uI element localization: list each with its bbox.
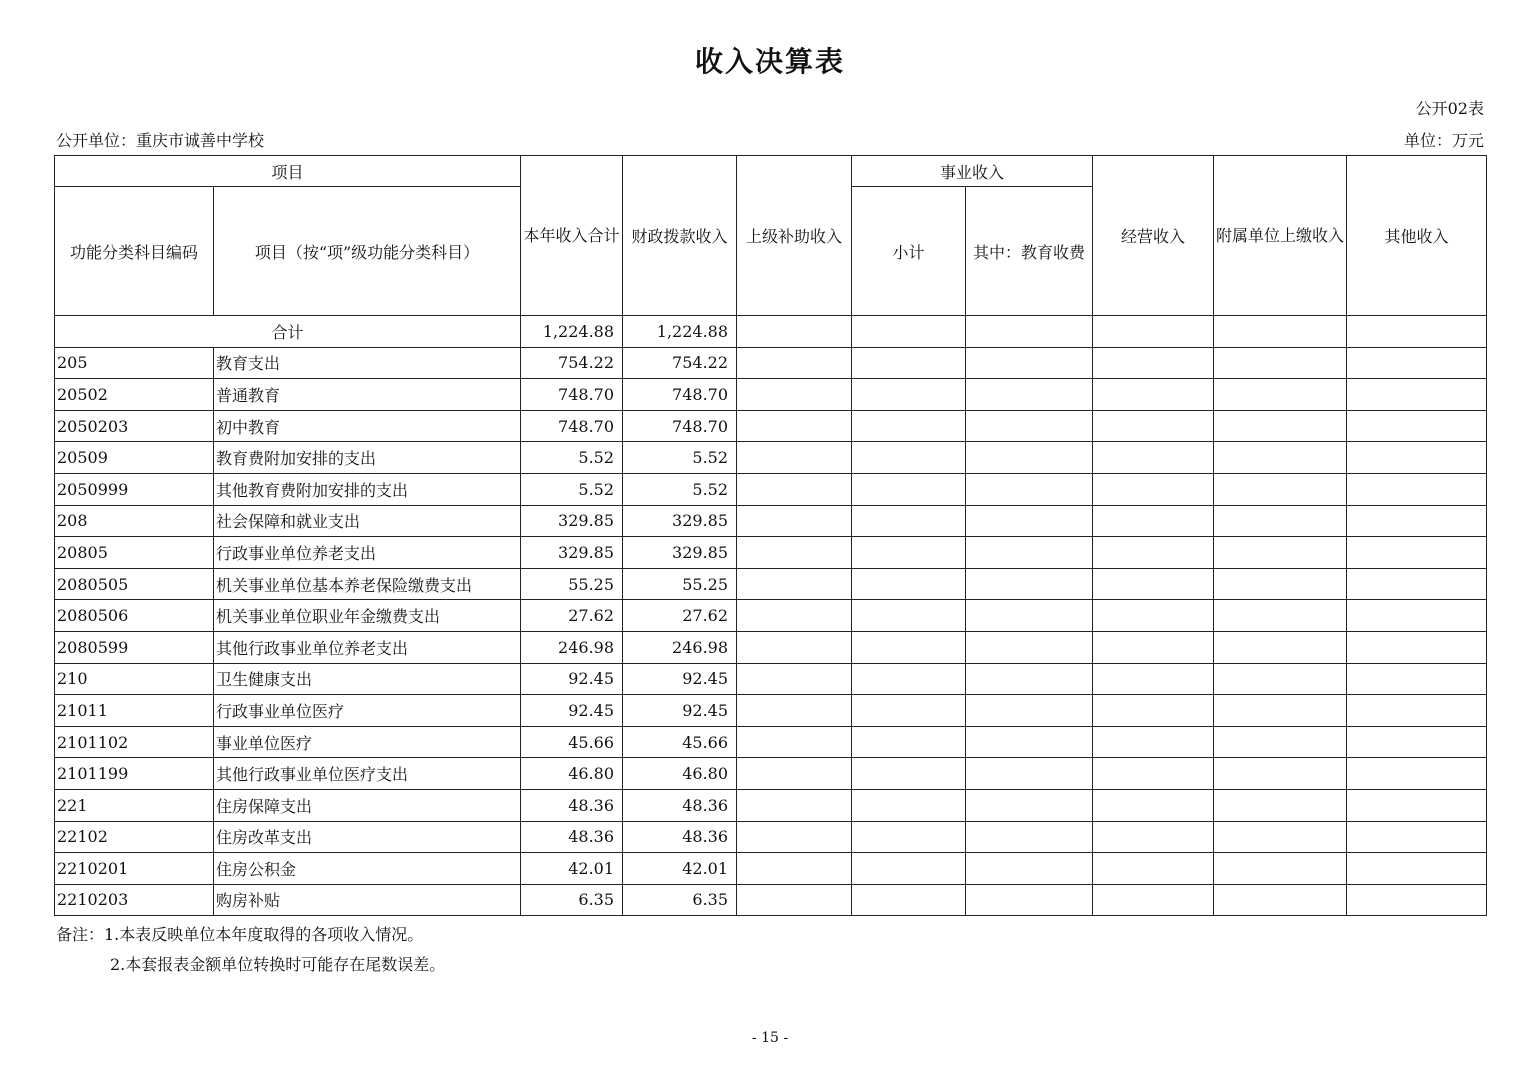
empty-cell — [1347, 537, 1487, 569]
table-row — [55, 537, 1487, 569]
table-row — [55, 663, 1487, 695]
empty-cell — [852, 821, 966, 853]
row-code: 205 — [55, 347, 214, 379]
empty-cell — [852, 473, 966, 505]
row-fiscal: 329.85 — [623, 537, 737, 569]
empty-cell — [852, 695, 966, 727]
row-name: 教育支出 — [214, 347, 521, 379]
header-edu-fee: 其中：教育收费 — [966, 187, 1093, 316]
empty-cell — [966, 347, 1093, 379]
empty-cell — [1347, 379, 1487, 411]
empty-cell — [1093, 853, 1214, 885]
organization-label: 公开单位：重庆市诚善中学校 — [56, 131, 265, 150]
row-total: 5.52 — [521, 473, 623, 505]
row-fiscal: 45.66 — [623, 726, 737, 758]
empty-cell — [966, 758, 1093, 790]
table-row — [55, 884, 1487, 916]
table-row — [55, 789, 1487, 821]
empty-cell — [1347, 568, 1487, 600]
row-total: 6.35 — [521, 884, 623, 916]
empty-cell — [737, 379, 852, 411]
empty-cell — [1347, 473, 1487, 505]
empty-cell — [1093, 884, 1214, 916]
table-row — [55, 505, 1487, 537]
empty-cell — [966, 663, 1093, 695]
empty-cell — [1214, 442, 1347, 474]
row-total: 92.45 — [521, 663, 623, 695]
empty-cell — [852, 726, 966, 758]
empty-cell — [966, 600, 1093, 632]
total-row — [55, 316, 1487, 348]
empty-cell — [1347, 505, 1487, 537]
empty-cell — [1347, 726, 1487, 758]
total-amount: 1,224.88 — [521, 316, 623, 348]
row-total: 55.25 — [521, 568, 623, 600]
table-row — [55, 600, 1487, 632]
note-2: 2.本套报表金额单位转换时可能存在尾数误差。 — [110, 955, 446, 974]
total-fiscal: 1,224.88 — [623, 316, 737, 348]
row-total: 329.85 — [521, 537, 623, 569]
row-name: 行政事业单位养老支出 — [214, 537, 521, 569]
table-row — [55, 758, 1487, 790]
row-fiscal: 748.70 — [623, 379, 737, 411]
empty-cell — [1093, 726, 1214, 758]
empty-cell — [852, 347, 966, 379]
empty-cell — [1214, 631, 1347, 663]
empty-cell — [852, 410, 966, 442]
empty-cell — [737, 821, 852, 853]
empty-cell — [1214, 473, 1347, 505]
row-total: 754.22 — [521, 347, 623, 379]
page-title: 收入决算表 — [694, 45, 845, 78]
empty-cell — [1347, 821, 1487, 853]
empty-cell — [852, 631, 966, 663]
empty-cell — [737, 316, 852, 348]
empty-cell — [737, 347, 852, 379]
row-fiscal: 754.22 — [623, 347, 737, 379]
row-name: 住房改革支出 — [214, 821, 521, 853]
row-code: 221 — [55, 789, 214, 821]
header-fiscal: 财政拨款收入 — [623, 156, 737, 316]
row-code: 2080599 — [55, 631, 214, 663]
empty-cell — [852, 884, 966, 916]
empty-cell — [1214, 726, 1347, 758]
empty-cell — [1093, 568, 1214, 600]
row-code: 2210201 — [55, 853, 214, 885]
row-fiscal: 92.45 — [623, 695, 737, 727]
empty-cell — [966, 316, 1093, 348]
row-fiscal: 6.35 — [623, 884, 737, 916]
row-name: 其他行政事业单位养老支出 — [214, 631, 521, 663]
empty-cell — [1347, 410, 1487, 442]
empty-cell — [966, 631, 1093, 663]
row-name: 行政事业单位医疗 — [214, 695, 521, 727]
row-code: 2210203 — [55, 884, 214, 916]
empty-cell — [852, 505, 966, 537]
header-code: 功能分类科目编码 — [55, 187, 214, 316]
row-name: 普通教育 — [214, 379, 521, 411]
empty-cell — [1093, 505, 1214, 537]
empty-cell — [1093, 631, 1214, 663]
row-fiscal: 48.36 — [623, 789, 737, 821]
empty-cell — [1214, 663, 1347, 695]
empty-cell — [1347, 600, 1487, 632]
empty-cell — [852, 316, 966, 348]
unit-label: 单位：万元 — [1403, 131, 1484, 150]
note-1: 备注：1.本表反映单位本年度取得的各项收入情况。 — [56, 925, 424, 944]
header-operating: 经营收入 — [1093, 156, 1214, 316]
empty-cell — [966, 410, 1093, 442]
header-other: 其他收入 — [1347, 156, 1487, 316]
header-affiliated: 附属单位上缴收入 — [1214, 156, 1347, 316]
empty-cell — [852, 379, 966, 411]
row-total: 748.70 — [521, 379, 623, 411]
row-name: 住房公积金 — [214, 853, 521, 885]
row-total: 48.36 — [521, 789, 623, 821]
row-fiscal: 5.52 — [623, 442, 737, 474]
empty-cell — [1347, 631, 1487, 663]
empty-cell — [1214, 789, 1347, 821]
row-total: 45.66 — [521, 726, 623, 758]
empty-cell — [966, 473, 1093, 505]
empty-cell — [1347, 663, 1487, 695]
empty-cell — [737, 695, 852, 727]
empty-cell — [1214, 884, 1347, 916]
empty-cell — [966, 442, 1093, 474]
empty-cell — [737, 884, 852, 916]
table-row — [55, 410, 1487, 442]
row-code: 20509 — [55, 442, 214, 474]
row-total: 748.70 — [521, 410, 623, 442]
empty-cell — [966, 726, 1093, 758]
row-fiscal: 42.01 — [623, 853, 737, 885]
empty-cell — [1347, 695, 1487, 727]
empty-cell — [1093, 379, 1214, 411]
page-number: - 15 - — [751, 1030, 789, 1046]
empty-cell — [1347, 884, 1487, 916]
row-fiscal: 48.36 — [623, 821, 737, 853]
empty-cell — [852, 853, 966, 885]
row-code: 21011 — [55, 695, 214, 727]
empty-cell — [1214, 379, 1347, 411]
total-label: 合计 — [55, 316, 521, 348]
empty-cell — [1214, 758, 1347, 790]
row-fiscal: 27.62 — [623, 600, 737, 632]
table-row — [55, 379, 1487, 411]
row-name: 事业单位医疗 — [214, 726, 521, 758]
header-superior: 上级补助收入 — [737, 156, 852, 316]
table-row — [55, 347, 1487, 379]
table-row — [55, 568, 1487, 600]
table-row — [55, 473, 1487, 505]
empty-cell — [1093, 473, 1214, 505]
row-name: 卫生健康支出 — [214, 663, 521, 695]
empty-cell — [1214, 505, 1347, 537]
row-total: 246.98 — [521, 631, 623, 663]
row-total: 329.85 — [521, 505, 623, 537]
row-name: 教育费附加安排的支出 — [214, 442, 521, 474]
row-code: 2101199 — [55, 758, 214, 790]
empty-cell — [737, 758, 852, 790]
empty-cell — [1214, 853, 1347, 885]
empty-cell — [737, 853, 852, 885]
row-name: 购房补贴 — [214, 884, 521, 916]
empty-cell — [966, 505, 1093, 537]
row-fiscal: 55.25 — [623, 568, 737, 600]
empty-cell — [1214, 316, 1347, 348]
row-fiscal: 5.52 — [623, 473, 737, 505]
empty-cell — [966, 568, 1093, 600]
empty-cell — [1214, 347, 1347, 379]
empty-cell — [1093, 663, 1214, 695]
row-code: 2101102 — [55, 726, 214, 758]
empty-cell — [1093, 442, 1214, 474]
income-table — [54, 155, 1487, 916]
row-name: 机关事业单位基本养老保险缴费支出 — [214, 568, 521, 600]
form-number: 公开02表 — [1415, 99, 1484, 118]
row-fiscal: 246.98 — [623, 631, 737, 663]
header-project: 项目 — [55, 156, 521, 187]
row-code: 2080505 — [55, 568, 214, 600]
row-total: 5.52 — [521, 442, 623, 474]
empty-cell — [852, 537, 966, 569]
row-total: 92.45 — [521, 695, 623, 727]
row-fiscal: 46.80 — [623, 758, 737, 790]
table-row — [55, 442, 1487, 474]
row-fiscal: 748.70 — [623, 410, 737, 442]
empty-cell — [737, 410, 852, 442]
row-total: 42.01 — [521, 853, 623, 885]
empty-cell — [1214, 568, 1347, 600]
empty-cell — [852, 568, 966, 600]
table-row — [55, 726, 1487, 758]
empty-cell — [1347, 758, 1487, 790]
empty-cell — [737, 473, 852, 505]
empty-cell — [1347, 347, 1487, 379]
empty-cell — [1347, 442, 1487, 474]
empty-cell — [737, 663, 852, 695]
row-code: 22102 — [55, 821, 214, 853]
header-business: 事业收入 — [852, 156, 1093, 187]
empty-cell — [737, 505, 852, 537]
empty-cell — [1214, 695, 1347, 727]
empty-cell — [966, 789, 1093, 821]
row-name: 初中教育 — [214, 410, 521, 442]
row-code: 20502 — [55, 379, 214, 411]
empty-cell — [1214, 537, 1347, 569]
empty-cell — [966, 695, 1093, 727]
row-name: 机关事业单位职业年金缴费支出 — [214, 600, 521, 632]
empty-cell — [1093, 537, 1214, 569]
empty-cell — [1214, 600, 1347, 632]
row-code: 20805 — [55, 537, 214, 569]
empty-cell — [966, 379, 1093, 411]
empty-cell — [737, 789, 852, 821]
header-name: 项目（按“项”级功能分类科目） — [214, 187, 521, 316]
empty-cell — [966, 821, 1093, 853]
empty-cell — [1347, 789, 1487, 821]
header-total: 本年收入合计 — [521, 156, 623, 316]
row-total: 27.62 — [521, 600, 623, 632]
empty-cell — [737, 600, 852, 632]
empty-cell — [1093, 600, 1214, 632]
row-fiscal: 329.85 — [623, 505, 737, 537]
row-code: 2080506 — [55, 600, 214, 632]
empty-cell — [1214, 821, 1347, 853]
row-total: 46.80 — [521, 758, 623, 790]
empty-cell — [737, 537, 852, 569]
empty-cell — [852, 663, 966, 695]
empty-cell — [966, 884, 1093, 916]
empty-cell — [737, 568, 852, 600]
row-fiscal: 92.45 — [623, 663, 737, 695]
empty-cell — [1093, 789, 1214, 821]
empty-cell — [852, 789, 966, 821]
empty-cell — [737, 631, 852, 663]
row-name: 住房保障支出 — [214, 789, 521, 821]
row-name: 其他教育费附加安排的支出 — [214, 473, 521, 505]
empty-cell — [852, 600, 966, 632]
row-name: 其他行政事业单位医疗支出 — [214, 758, 521, 790]
row-code: 2050999 — [55, 473, 214, 505]
empty-cell — [966, 537, 1093, 569]
empty-cell — [737, 726, 852, 758]
empty-cell — [1093, 316, 1214, 348]
table-row — [55, 695, 1487, 727]
empty-cell — [1093, 821, 1214, 853]
table-row — [55, 853, 1487, 885]
row-code: 2050203 — [55, 410, 214, 442]
empty-cell — [737, 442, 852, 474]
empty-cell — [1093, 695, 1214, 727]
empty-cell — [1093, 347, 1214, 379]
empty-cell — [966, 853, 1093, 885]
header-subtotal: 小计 — [852, 187, 966, 316]
row-name: 社会保障和就业支出 — [214, 505, 521, 537]
empty-cell — [1347, 316, 1487, 348]
table-row — [55, 631, 1487, 663]
row-total: 48.36 — [521, 821, 623, 853]
table-row — [55, 821, 1487, 853]
empty-cell — [852, 442, 966, 474]
row-code: 208 — [55, 505, 214, 537]
empty-cell — [1093, 758, 1214, 790]
empty-cell — [852, 758, 966, 790]
empty-cell — [1347, 853, 1487, 885]
row-code: 210 — [55, 663, 214, 695]
empty-cell — [1093, 410, 1214, 442]
empty-cell — [1214, 410, 1347, 442]
